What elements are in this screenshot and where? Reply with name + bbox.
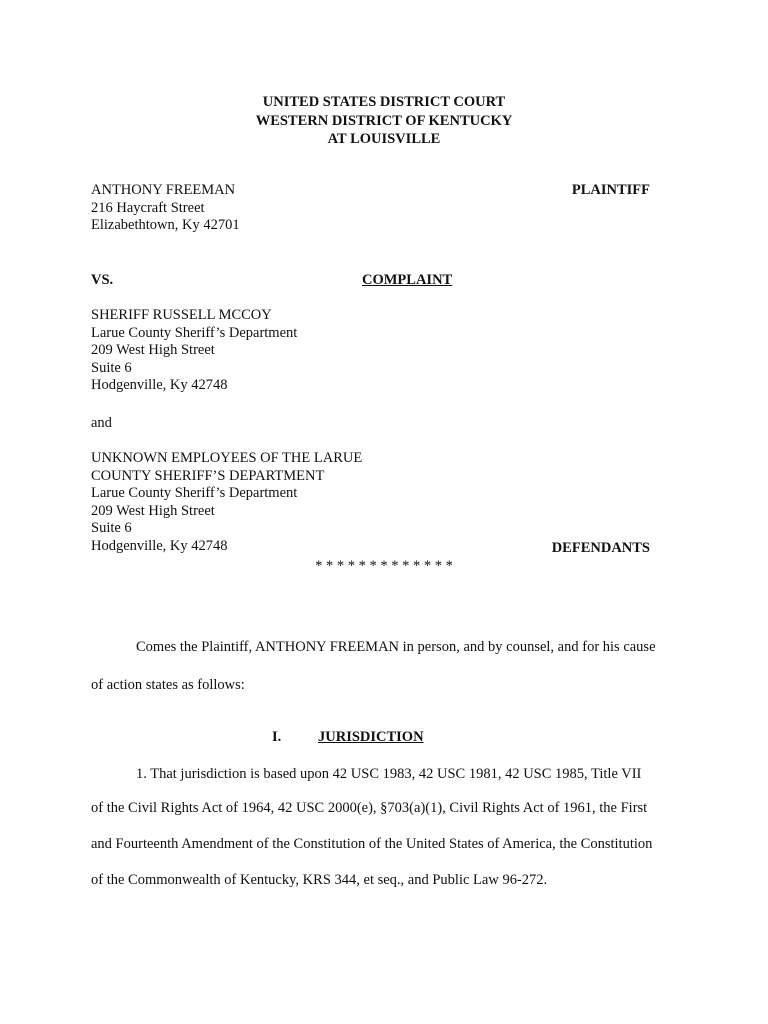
complaint-title: COMPLAINT — [362, 272, 453, 288]
court-heading — [0, 93, 768, 149]
defendant-sheriff-suite: Suite 6 — [91, 359, 132, 376]
defendant-sheriff-dept: Larue County Sheriff’s Department — [91, 324, 298, 341]
plaintiff-address-city: Elizabethtown, Ky 42701 — [91, 217, 240, 234]
defendant-employees-name-line1: UNKNOWN EMPLOYEES OF THE LARUE — [91, 450, 363, 466]
plaintiff-name: ANTHONY FREEMAN — [91, 182, 236, 198]
defendant-employees-city: Hodgenville, Ky 42748 — [91, 537, 228, 554]
intro-line-2: of action states as follows: — [91, 677, 245, 693]
defendant-employees-street: 209 West High Street — [91, 502, 215, 519]
paragraph-1-line-4: of the Commonwealth of Kentucky, KRS 344, et seq., and Public Law 96-272. — [91, 872, 548, 888]
separator-asterisks: * * * * * * * * * * * * * — [315, 558, 453, 574]
defendant-employees-dept: Larue County Sheriff’s Department — [91, 485, 298, 502]
paragraph-1-line-1: 1. That jurisdiction is based upon 42 USC 1983, 42 USC 1981, 42 USC 1985, Title VII — [136, 766, 642, 782]
court-location: AT LOUISVILLE — [327, 131, 441, 147]
plaintiff-block — [91, 182, 240, 235]
defendant-employees-block — [91, 450, 362, 556]
vs-label: VS. — [91, 272, 114, 288]
court-district: WESTERN DISTRICT OF KENTUCKY — [255, 112, 513, 129]
defendant-employees-suite: Suite 6 — [91, 520, 132, 537]
defendant-sheriff-street: 209 West High Street — [91, 342, 215, 359]
paragraph-1-line-3: and Fourteenth Amendment of the Constitution of the United States of America, the Constitution — [91, 836, 653, 852]
section-title: JURISDICTION — [318, 729, 424, 745]
defendants-role: DEFENDANTS — [551, 540, 650, 556]
defendant-employees-name-line2: COUNTY SHERIFF’S DEPARTMENT — [91, 467, 325, 484]
and-label: and — [91, 415, 112, 431]
court-name: UNITED STATES DISTRICT COURT — [262, 94, 506, 110]
defendant-sheriff-name: SHERIFF RUSSELL MCCOY — [91, 307, 272, 323]
section-number: I. — [272, 729, 282, 745]
defendant-sheriff-block — [91, 307, 297, 395]
plaintiff-address-street: 216 Haycraft Street — [91, 199, 205, 216]
intro-line-1: Comes the Plaintiff, ANTHONY FREEMAN in person, and by counsel, and for his cause — [136, 639, 656, 655]
defendant-sheriff-city: Hodgenville, Ky 42748 — [91, 377, 228, 394]
plaintiff-role: PLAINTIFF — [571, 182, 650, 198]
paragraph-1-line-2: of the Civil Rights Act of 1964, 42 USC 2000(e), §703(a)(1), Civil Rights Act of 1961, the First — [91, 800, 648, 816]
